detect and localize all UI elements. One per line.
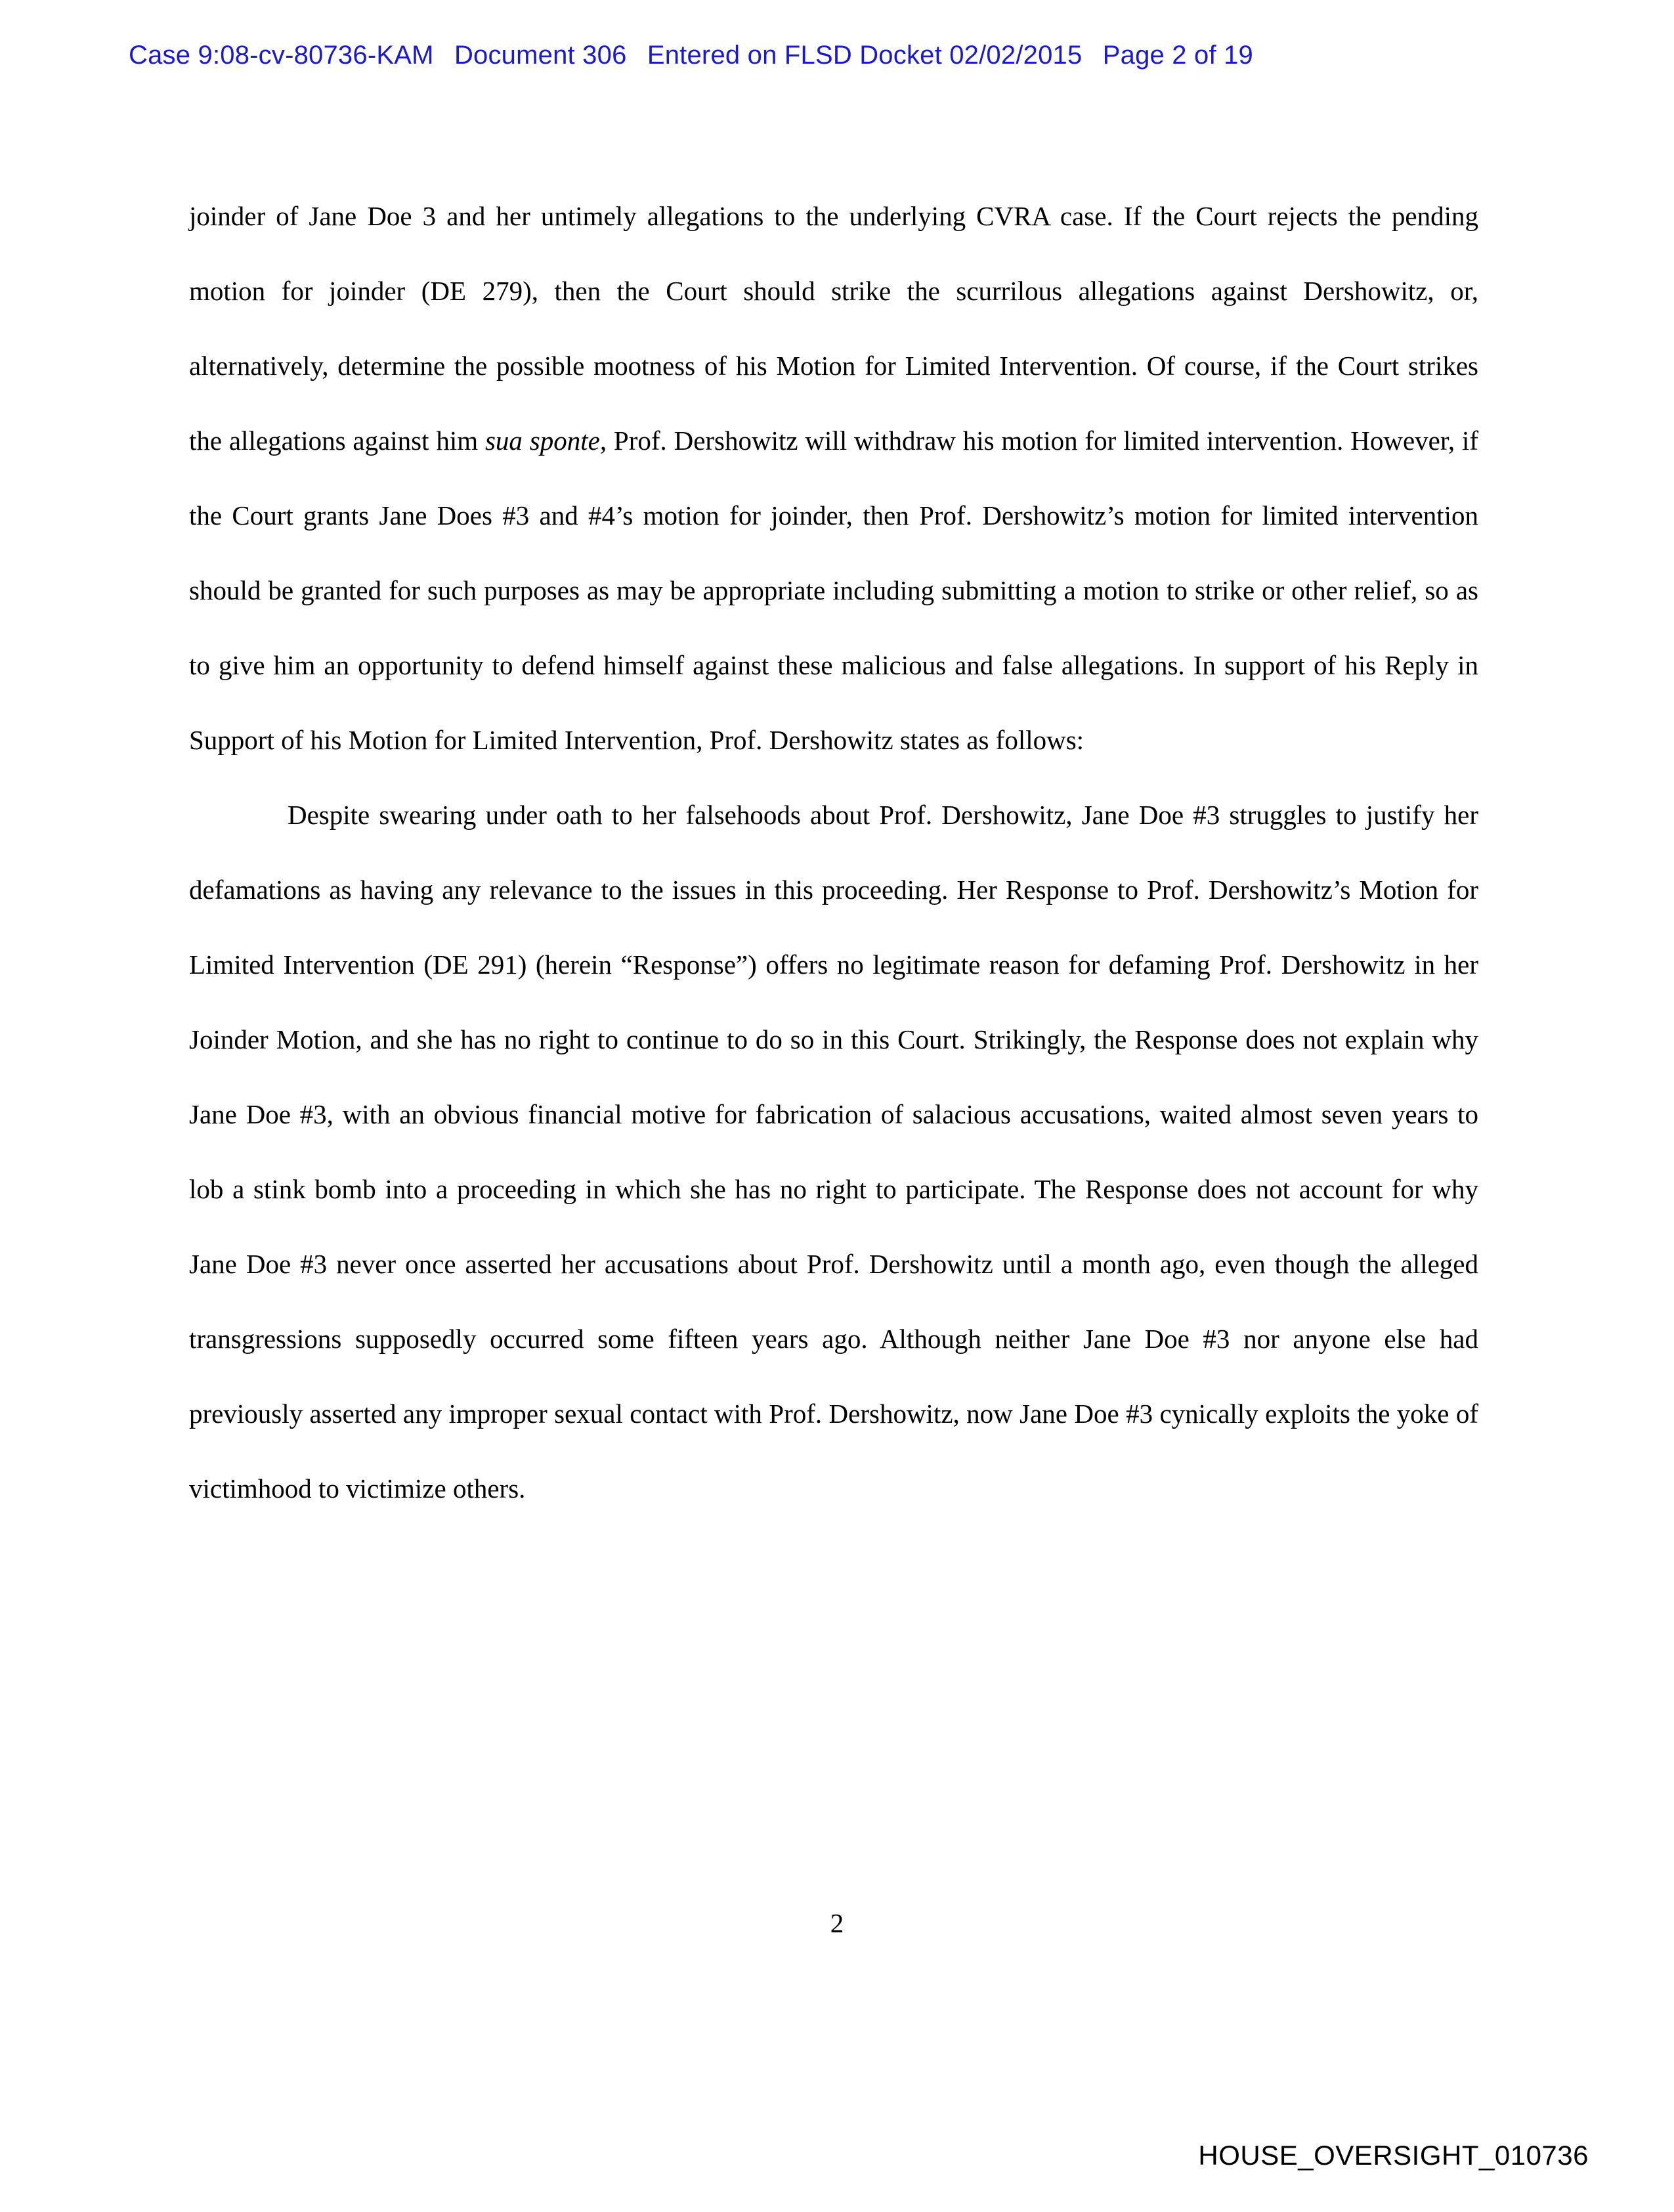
- paragraph-text-part-1: joinder of Jane Doe 3 and her untimely allegations to the underlying CVRA case. If the Court rejects the pending motion for joinder (DE 279), then the Court should strike the scurrilous allegations against Dershowitz, or, alternatively, determine the possible mootness of his Motion for Limited Intervention. Of course, if the Court strikes the allegations against him: [189, 201, 1478, 456]
- docket-case-number: Case 9:08-cv-80736-KAM: [129, 41, 434, 70]
- latin-phrase-sua-sponte: sua sponte: [484, 425, 600, 456]
- paragraph-argument: Despite swearing under oath to her falsehoods about Prof. Dershowitz, Jane Doe #3 struggles to justify her defamations as having any relevance to the issues in this proceeding. Her Response to Prof. Dershowitz’s Motion for Limited Intervention (DE 291) (herein “Response”) offers no legitimate reason for defaming Prof. Dershowitz in her Joinder Motion, and she has no right to continue to do so in this Court. Strikingly, the Response does not explain why Jane Doe #3, with an obvious financial motive for fabrication of salacious accusations, waited almost seven years to lob a stink bomb into a proceeding in which she has no right to participate. The Response does not account for why Jane Doe #3 never once asserted her accusations about Prof. Dershowitz until a month ago, even though the alleged transgressions supposedly occurred some fifteen years ago. Although neither Jane Doe #3 nor anyone else had previously asserted any improper sexual contact with Prof. Dershowitz, now Jane Doe #3 cynically exploits the yoke of victimhood to victimize others.: [189, 800, 1478, 1504]
- bates-number: HOUSE_OVERSIGHT_010736: [1198, 2140, 1589, 2171]
- docket-document-number: Document 306: [454, 41, 627, 70]
- document-body: [189, 179, 1478, 1526]
- docket-entered-date: Entered on FLSD Docket 02/02/2015: [647, 41, 1083, 70]
- paragraph-text-part-2: , Prof. Dershowitz will withdraw his motion for limited intervention. However, if the Court grants Jane Does #3 and #4’s motion for joinder, then Prof. Dershowitz’s motion for limited intervention should be granted for such purposes as may be appropriate including submitting a motion to strike or other relief, so as to give him an opportunity to defend himself against these malicious and false allegations. In support of his Reply in Support of his Motion for Limited Intervention, Prof. Dershowitz states as follows:: [189, 425, 1479, 755]
- docket-page-indicator: Page 2 of 19: [1102, 41, 1254, 70]
- paragraph-continuation: [189, 179, 1478, 777]
- docket-stamp-header: [129, 41, 1253, 70]
- page-number: 2: [830, 1908, 844, 1938]
